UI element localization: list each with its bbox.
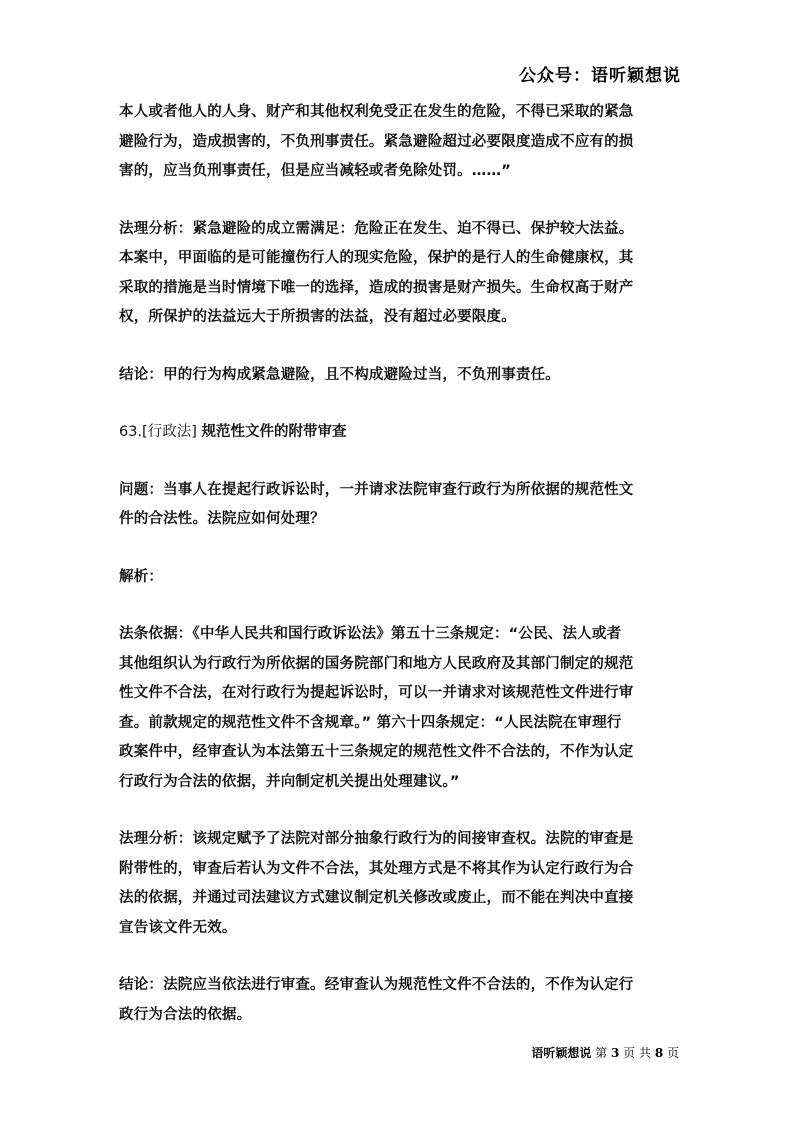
text-line: 宣告该文件无效。 bbox=[119, 919, 237, 936]
text-line: 附带性的，审查后若认为文件不合法，其处理方式是不将其作为认定行政行为合 bbox=[119, 860, 634, 877]
text-line: 法理分析：该规定赋予了法院对部分抽象行政行为的间接审查权。法院的审查是 bbox=[119, 831, 634, 847]
paragraph-question bbox=[119, 476, 683, 535]
text-line: 法理分析：紧急避险的成立需满足：危险正在发生、迫不得已、保护较大法益。 bbox=[119, 220, 634, 237]
text-line: 本案中，甲面临的是可能撞伤行人的现实危险，保护的是行人的生命健康权，其 bbox=[119, 250, 634, 266]
paragraph-legal-analysis-1 bbox=[119, 215, 683, 333]
text-line: 害的，应当负刑事责任，但是应当减轻或者免除处罚。……” bbox=[119, 163, 511, 179]
footer-page-mid: 页 共 bbox=[619, 1046, 655, 1060]
text-line: 结论：法院应当依法进行审查。经审查认为规范性文件不合法的，不作为认定行 bbox=[119, 977, 634, 993]
text-line: 本人或者他人的人身、财产和其他权利免受正在发生的危险，不得已采取的紧急 bbox=[119, 104, 634, 120]
text-line: 解析： bbox=[119, 568, 164, 585]
text-line: 行政行为合法的依据，并向制定机关提出处理建议。” bbox=[119, 773, 460, 790]
text-line: 政案件中，经审查认为本法第五十三条规定的规范性文件不合法的，不作为认定 bbox=[119, 744, 634, 760]
text-line: 避险行为，造成损害的，不负刑事责任。紧急避险超过必要限度造成不应有的损 bbox=[119, 133, 634, 150]
footer-page-suffix: 页 bbox=[663, 1046, 679, 1060]
paragraph-legal-analysis-2 bbox=[119, 825, 683, 943]
footer-page-current: 3 bbox=[611, 1046, 620, 1060]
document-body bbox=[119, 98, 683, 1058]
section-heading bbox=[119, 418, 683, 448]
paragraph-conclusion-1 bbox=[119, 361, 683, 391]
text-line: 结论：甲的行为构成紧急避险，且不构成避险过当，不负刑事责任。 bbox=[119, 366, 560, 383]
section-title: 规范性文件的附带审查 bbox=[201, 424, 347, 440]
text-line: 件的合法性。法院应如何处理？ bbox=[119, 511, 325, 527]
text-line: 法条依据：《中华人民共和国行政诉讼法》第五十三条规定：“公民、法人或者 bbox=[119, 626, 622, 642]
text-line: 采取的措施是当时情境下唯一的选择，造成的损害是财产损失。生命权高于财产 bbox=[119, 279, 634, 296]
text-line: 法的依据，并通过司法建议方式建议制定机关修改或废止，而不能在判决中直接 bbox=[119, 890, 634, 906]
page-footer bbox=[531, 1044, 679, 1061]
paragraph-emergency-avoidance-law bbox=[119, 98, 683, 187]
paragraph-analysis-label bbox=[119, 563, 683, 593]
text-line: 其他组织认为行政行为所依据的国务院部门和地方人民政府及其部门制定的规范 bbox=[119, 655, 634, 672]
text-line: 政行为合法的依据。 bbox=[119, 1006, 252, 1023]
text-line: 权，所保护的法益远大于所损害的法益，没有超过必要限度。 bbox=[119, 309, 516, 325]
footer-page-total: 8 bbox=[654, 1046, 664, 1060]
paragraph-conclusion-2 bbox=[119, 971, 683, 1030]
footer-page-prefix: 第 bbox=[591, 1046, 611, 1060]
section-prefix: 63.[行政法] bbox=[119, 424, 202, 440]
text-line: 问题：当事人在提起行政诉讼时，一并请求法院审查行政行为所依据的规范性文 bbox=[119, 481, 634, 498]
text-line: 性文件不合法，在对行政行为提起诉讼时，可以一并请求对该规范性文件进行审 bbox=[119, 685, 634, 701]
paragraph-statute-basis bbox=[119, 620, 683, 797]
header-brand: 公众号：语听颖想说 bbox=[519, 66, 681, 86]
text-line: 查。前款规定的规范性文件不含规章。” 第六十四条规定：“人民法院在审理行 bbox=[119, 714, 622, 731]
footer-brand: 语听颖想说 bbox=[531, 1046, 592, 1060]
